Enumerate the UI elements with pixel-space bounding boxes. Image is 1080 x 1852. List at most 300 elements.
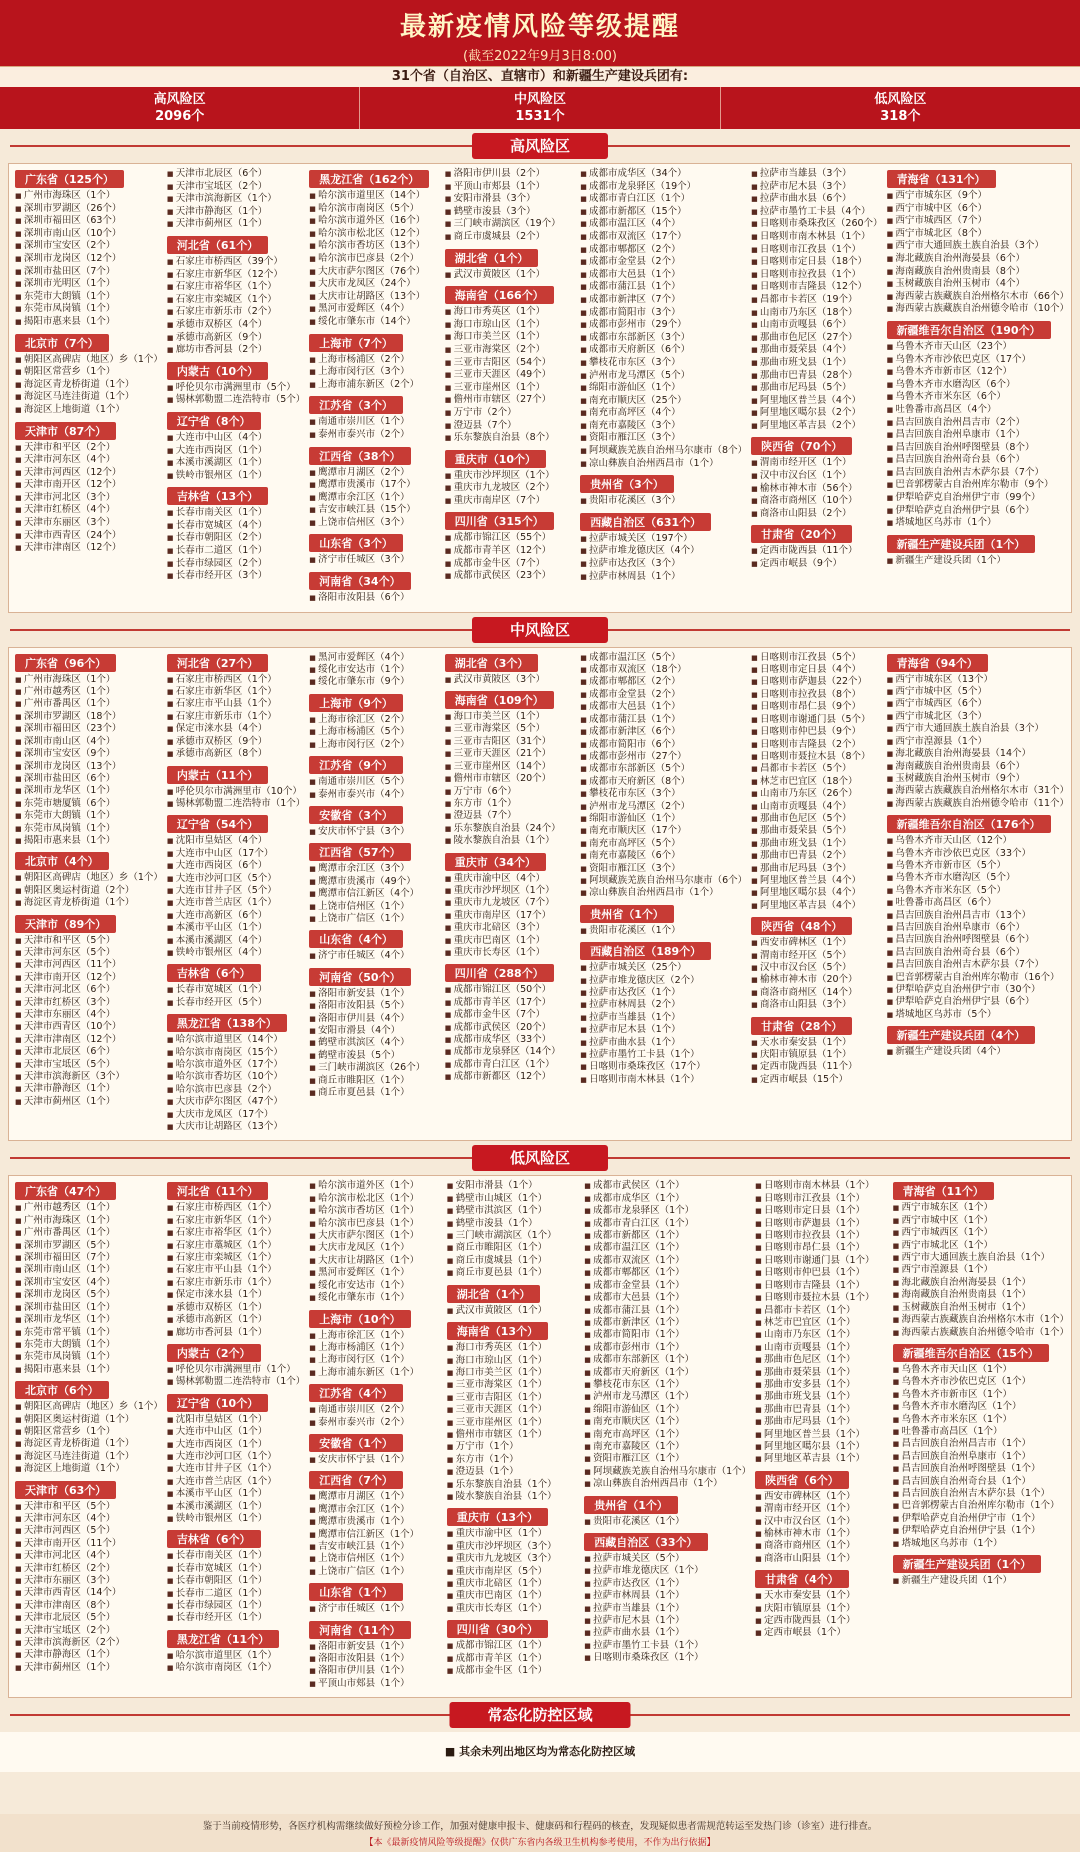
province-group xyxy=(751,915,882,1011)
list-item: ■ 商洛市商州区（14个） xyxy=(751,987,882,999)
list-item: ■ 天津市河西区（5个） xyxy=(15,1525,163,1537)
list-item: ■ 天津市北辰区（6个） xyxy=(15,1046,163,1058)
list-item: ■ 铁岭市银州区（1个） xyxy=(167,1513,305,1525)
list-item: ■ 定西市岷县（9个） xyxy=(751,558,882,571)
province-group xyxy=(445,689,576,847)
list-item: ■ 重庆市沙坪坝区（3个） xyxy=(447,1541,580,1553)
list-item: ■ 日喀则市江孜县（1个） xyxy=(755,1193,888,1205)
list-item: ■ 海南藏族自治州贵南县（1个） xyxy=(893,1289,1069,1301)
list-item: ■ 成都市郫都区（2个） xyxy=(580,676,747,688)
list-item: ■ 重庆市沙坪坝区（1个） xyxy=(445,885,576,897)
list-item: ■ 吐鲁番市高昌区（4个） xyxy=(887,404,1069,417)
list-item: ■ 凉山彝族自治州西昌市（1个） xyxy=(584,1478,751,1490)
list-item: ■ 大连市中山区（4个） xyxy=(167,432,305,445)
province-group xyxy=(445,448,576,508)
list-item: ■ 上海市杨浦区（5个） xyxy=(309,726,440,738)
province-tag: 内蒙古（10个） xyxy=(167,362,268,380)
province-tag: 湖北省（1个） xyxy=(447,1285,541,1303)
list-item: ■ 成都市蒲江县（1个） xyxy=(580,714,747,726)
list-item: ■ 安阳市滑县（4个） xyxy=(309,1025,440,1037)
list-item: ■ 鹰潭市贵溪市（17个） xyxy=(309,479,440,492)
list-item: ■ 重庆市巴南区（1个） xyxy=(445,935,576,947)
list-item: ■ 商丘市睢阳区（1个） xyxy=(447,1242,580,1254)
province-group xyxy=(445,851,576,960)
list-item: ■ 资阳市雁江区（3个） xyxy=(580,863,747,875)
list-item: ■ 庆阳市镇原县（1个） xyxy=(751,1049,882,1061)
list-column xyxy=(13,168,165,608)
list-item: ■ 天津市东丽区（4个） xyxy=(15,1009,163,1021)
list-item: ■ 朝阳区高碑店（地区）乡（1个） xyxy=(15,354,163,367)
province-group xyxy=(15,1479,163,1675)
list-item: ■ 西宁市城东区（1个） xyxy=(893,1202,1069,1214)
list-item: ■ 乐东黎族自治县（1个） xyxy=(447,1479,580,1491)
list-item: ■ 凉山彝族自治州西昌市（1个） xyxy=(580,887,747,899)
province-tag: 河北省（11个） xyxy=(167,1182,268,1200)
footer-notice: 鉴于当前疫情形势，各医疗机构需继续做好预检分诊工作，加强对健康申报卡、健康码和行程码的核查，发现疑似患者需规范转运至发热门诊（诊室）进行排查。 xyxy=(202,1821,878,1832)
high-risk-columns xyxy=(9,164,1071,612)
list-item: ■ 哈尔滨市巴彦县（1个） xyxy=(309,1218,442,1230)
list-item: ■ 石家庄市新华区（1个） xyxy=(167,686,305,698)
list-item: ■ 长春市宽城区（1个） xyxy=(167,1563,305,1575)
list-item: ■ 新疆生产建设兵团（4个） xyxy=(887,1046,1069,1058)
list-item: ■ 绵阳市游仙区（1个） xyxy=(580,382,747,395)
province-tag: 安徽省（3个） xyxy=(309,806,403,824)
province-tag: 贵州省（1个） xyxy=(580,905,674,923)
list-item: ■ 汉中市汉台区（5个） xyxy=(751,962,882,974)
list-item: ■ 乌鲁木齐市水磨沟区（5个） xyxy=(887,872,1069,884)
list-item: ■ 石家庄市新乐市（1个） xyxy=(167,711,305,723)
list-item: ■ 天津市西青区（24个） xyxy=(15,530,163,543)
list-item: ■ 贵阳市花溪区（1个） xyxy=(580,925,747,937)
list-item: ■ 东莞市常平镇（1个） xyxy=(15,1327,163,1339)
list-item: ■ 伊犁哈萨克自治州伊宁市（30个） xyxy=(887,984,1069,996)
list-item: ■ 洛阳市汝阳县（1个） xyxy=(309,1653,442,1665)
province-group xyxy=(580,940,747,1086)
list-item: ■ 深圳市宝安区（4个） xyxy=(15,1277,163,1289)
list-item: ■ 本溪市溪湖区（1个） xyxy=(167,457,305,470)
list-item: ■ 平顶山市郏县（1个） xyxy=(445,181,576,194)
summary-label: 低风险区 xyxy=(874,92,927,107)
list-item: ■ 日喀则市谢通门县（5个） xyxy=(751,714,882,726)
list-item: ■ 武汉市黄陂区（1个） xyxy=(447,1305,580,1317)
list-item: ■ 上饶市信州区（1个） xyxy=(309,1553,442,1565)
province-tag: 青海省（11个） xyxy=(893,1182,994,1200)
list-item: ■ 西宁市城中区（6个） xyxy=(887,203,1069,216)
province-tag: 上海市（10个） xyxy=(309,1310,410,1328)
list-item: ■ 定西市岷县（1个） xyxy=(755,1627,888,1639)
province-tag: 西藏自治区（631个） xyxy=(580,513,711,531)
list-item: ■ 鹰潭市信江新区（4个） xyxy=(309,888,440,900)
list-item: ■ 日喀则市萨迦县（1个） xyxy=(755,1218,888,1230)
list-item: ■ 广州市海珠区（1个） xyxy=(15,1215,163,1227)
list-item: ■ 上海市闵行区（2个） xyxy=(309,739,440,751)
list-item: ■ 南充市顺庆区（1个） xyxy=(584,1416,751,1428)
list-item: ■ 海淀区青龙桥街道（1个） xyxy=(15,379,163,392)
list-item: ■ 济宁市任城区（4个） xyxy=(309,950,440,962)
list-item: ■ 成都市新津区（7个） xyxy=(580,294,747,307)
list-item: ■ 泰州市泰兴市（4个） xyxy=(309,789,440,801)
list-item: ■ 重庆市渝中区（4个） xyxy=(445,873,576,885)
list-item: ■ 大庆市龙凤区（1个） xyxy=(309,1242,442,1254)
list-item: ■ 哈尔滨市巴彦县（2个） xyxy=(167,1084,305,1096)
province-group xyxy=(309,841,440,925)
list-item: ■ 南充市嘉陵区（3个） xyxy=(580,420,747,433)
list-item: ■ 西宁市城西区（7个） xyxy=(887,215,1069,228)
list-item: ■ 大连市西岗区（1个） xyxy=(167,445,305,458)
list-item: ■ 成都市青羊区（17个） xyxy=(445,997,576,1009)
list-item: ■ 大连市西岗区（1个） xyxy=(167,1439,305,1451)
province-group xyxy=(445,168,576,244)
list-item: ■ 拉萨市当雄县（1个） xyxy=(580,1012,747,1024)
list-item: ■ 深圳市盐田区（7个） xyxy=(15,266,163,279)
list-item: ■ 昌吉回族自治州阜康市（1个） xyxy=(893,1451,1069,1463)
list-item: ■ 日喀则市江孜县（1个） xyxy=(751,244,882,257)
list-item: ■ 南充市嘉陵区（6个） xyxy=(580,850,747,862)
province-group xyxy=(309,1432,442,1466)
list-item: ■ 揭阳市惠来县（1个） xyxy=(15,316,163,329)
list-item: ■ 海西蒙古族藏族自治州德令哈市（10个） xyxy=(887,303,1069,316)
section-header-mid xyxy=(0,617,1080,643)
list-item: ■ 鹰潭市余江区（1个） xyxy=(309,492,440,505)
list-item: ■ 哈尔滨市道外区（16个） xyxy=(309,215,440,228)
list-item: ■ 石家庄市栾城区（1个） xyxy=(167,1252,305,1264)
list-item: ■ 泰州市泰兴市（2个） xyxy=(309,429,440,442)
list-column xyxy=(165,1180,307,1693)
list-item: ■ 天津市蓟州区（1个） xyxy=(15,1096,163,1108)
list-item: ■ 资阳市雁江区（3个） xyxy=(580,432,747,445)
province-group xyxy=(584,1531,751,1665)
list-item: ■ 成都市双流区（1个） xyxy=(584,1255,751,1267)
list-item: ■ 石家庄市裕华区（1个） xyxy=(167,1227,305,1239)
list-item: ■ 上海市徐汇区（1个） xyxy=(309,1330,442,1342)
normal-text: 其余未列出地区均为常态化防控区域 xyxy=(459,1745,636,1759)
list-item: ■ 阿里地区噶尔县（2个） xyxy=(751,407,882,420)
list-item: ■ 阿里地区革吉县（4个） xyxy=(751,900,882,912)
list-item: ■ 廊坊市香河县（2个） xyxy=(167,344,305,357)
list-item: ■ 鹰潭市贵溪市（1个） xyxy=(309,1516,442,1528)
list-item: ■ 天津市河北区（4个） xyxy=(15,1550,163,1562)
list-item: ■ 天津市和平区（2个） xyxy=(15,442,163,455)
list-column xyxy=(13,652,165,1137)
province-tag: 吉林省（13个） xyxy=(167,487,268,505)
province-group xyxy=(15,1180,163,1376)
list-item: ■ 阿里地区革吉县（2个） xyxy=(751,420,882,433)
list-item: ■ 海口市秀英区（1个） xyxy=(445,306,576,319)
list-item: ■ 海西蒙古族藏族自治州格尔木市（66个） xyxy=(887,291,1069,304)
list-column xyxy=(165,652,307,1137)
list-item: ■ 昌吉回族自治州阜康市（1个） xyxy=(887,429,1069,442)
list-item: ■ 深圳市龙岗区（12个） xyxy=(15,253,163,266)
list-item: ■ 天津市河东区（4个） xyxy=(15,1513,163,1525)
list-item: ■ 天津市南开区（11个） xyxy=(15,1538,163,1550)
list-item: ■ 那曲市班戈县（1个） xyxy=(751,838,882,850)
list-item: ■ 成都市东部新区（1个） xyxy=(584,1354,751,1366)
list-item: ■ 那曲市尼玛县（1个） xyxy=(755,1416,888,1428)
list-item: ■ 安庆市怀宁县（3个） xyxy=(309,826,440,838)
list-item: ■ 玉树藏族自治州玉树市（9个） xyxy=(887,773,1069,785)
province-tag: 内蒙古（11个） xyxy=(167,766,268,784)
list-item: ■ 洛阳市新安县（1个） xyxy=(309,988,440,1000)
list-item: ■ 榆林市神木市（20个） xyxy=(751,974,882,986)
list-item: ■ 锡林郭勒盟二连浩特市（1个） xyxy=(167,1376,305,1388)
list-item: ■ 攀枝花市东区（3个） xyxy=(580,357,747,370)
list-column xyxy=(885,168,1071,608)
list-item: ■ 大庆市萨尔图区（1个） xyxy=(309,1230,442,1242)
province-tag: 江苏省（4个） xyxy=(309,1384,403,1402)
list-item: ■ 朝阳区高碑店（地区）乡（1个） xyxy=(15,1401,163,1413)
list-column xyxy=(582,1180,753,1693)
section-header-low xyxy=(0,1145,1080,1171)
summary-label: 高风险区 xyxy=(153,92,206,107)
list-item: ■ 长春市南关区（1个） xyxy=(167,1550,305,1562)
province-group xyxy=(167,1528,305,1624)
list-item: ■ 贵阳市花溪区（1个） xyxy=(584,1516,751,1528)
list-item: ■ 海西蒙古族藏族自治州格尔木市（1个） xyxy=(893,1314,1069,1326)
list-item: ■ 重庆市长寿区（1个） xyxy=(447,1603,580,1615)
list-item: ■ 天津市东丽区（3个） xyxy=(15,517,163,530)
list-item: ■ 阿里地区噶尔县（1个） xyxy=(755,1441,888,1453)
list-item: ■ 西宁市城中区（1个） xyxy=(893,1215,1069,1227)
list-item: ■ 鹤壁市浚县（5个） xyxy=(309,1050,440,1062)
list-item: ■ 拉萨市林周县（1个） xyxy=(584,1590,751,1602)
list-item: ■ 日喀则市吉隆县（12个） xyxy=(751,281,882,294)
list-item: ■ 三亚市天涯区（1个） xyxy=(447,1404,580,1416)
province-tag: 重庆市（13个） xyxy=(447,1508,548,1526)
list-item: ■ 伊犁哈萨克自治州伊宁市（1个） xyxy=(893,1513,1069,1525)
subtitle: 31个省（自治区、直辖市）和新疆生产建设兵团有: xyxy=(0,66,1080,87)
list-item: ■ 重庆市九龙坡区（7个） xyxy=(445,897,576,909)
list-item: ■ 乐东黎族自治县（24个） xyxy=(445,823,576,835)
list-item: ■ 深圳市盐田区（1个） xyxy=(15,1302,163,1314)
list-item: ■ 昌吉回族自治州呼图壁县（6个） xyxy=(887,934,1069,946)
province-group xyxy=(309,1619,442,1691)
list-item: ■ 深圳市宝安区（9个） xyxy=(15,748,163,760)
list-item: ■ 大庆市让胡路区（13个） xyxy=(309,291,440,304)
list-item: ■ 南充市顺庆区（25个） xyxy=(580,395,747,408)
list-item: ■ 商洛市山阳县（3个） xyxy=(751,999,882,1011)
list-item: ■ 那曲市安多县（1个） xyxy=(755,1379,888,1391)
list-item: ■ 重庆市九龙坡区（3个） xyxy=(447,1553,580,1565)
list-item: ■ 海口市琼山区（1个） xyxy=(447,1355,580,1367)
list-item: ■ 三亚市崖州区（14个） xyxy=(445,761,576,773)
list-item: ■ 三亚市海棠区（5个） xyxy=(445,723,576,735)
province-tag: 河南省（34个） xyxy=(309,572,410,590)
list-item: ■ 日喀则市萨迦县（22个） xyxy=(751,676,882,688)
list-item: ■ 南通市崇川区（2个） xyxy=(309,1404,442,1416)
province-group xyxy=(167,652,305,761)
list-item: ■ 南充市高坪区（5个） xyxy=(580,838,747,850)
list-item: ■ 日喀则市吉隆县（2个） xyxy=(751,739,882,751)
list-item: ■ 巴音郭楞蒙古自治州库尔勒市（16个） xyxy=(887,972,1069,984)
list-item: ■ 阿坝藏族羌族自治州马尔康市（1个） xyxy=(584,1466,751,1478)
list-item: ■ 乌鲁木齐市新市区（5个） xyxy=(887,860,1069,872)
list-item: ■ 海淀区上地街道（1个） xyxy=(15,1463,163,1475)
list-item: ■ 深圳市福田区（23个） xyxy=(15,723,163,735)
list-item: ■ 商丘市虞城县（2个） xyxy=(445,231,576,244)
list-item: ■ 上海市闵行区（3个） xyxy=(309,366,440,379)
list-item: ■ 天津市红桥区（2个） xyxy=(15,1563,163,1575)
list-item: ■ 成都市郫都区（1个） xyxy=(584,1267,751,1279)
list-item: ■ 那曲市聂荣县（1个） xyxy=(755,1367,888,1379)
list-item: ■ 海口市琼山区（1个） xyxy=(445,319,576,332)
list-item: ■ 成都市成华区（34个） xyxy=(580,168,747,181)
list-column xyxy=(578,652,749,1137)
list-item: ■ 天津市北辰区（5个） xyxy=(15,1612,163,1624)
province-group xyxy=(15,1379,163,1475)
list-item: ■ 深圳市罗湖区（18个） xyxy=(15,711,163,723)
province-tag: 吉林省（6个） xyxy=(167,964,261,982)
list-item: ■ 西宁市城中区（5个） xyxy=(887,686,1069,698)
list-item: ■ 日喀则市南木林县（1个） xyxy=(751,231,882,244)
province-tag: 黑龙江省（11个） xyxy=(167,1630,279,1648)
list-item: ■ 儋州市市辖区（20个） xyxy=(445,773,576,785)
list-item: ■ 成都市金牛区（1个） xyxy=(447,1665,580,1677)
list-item: ■ 贵阳市花溪区（3个） xyxy=(580,495,747,508)
list-item: ■ 成都市龙泉驿区（19个） xyxy=(580,181,747,194)
province-tag: 广东省（96个） xyxy=(15,654,116,672)
list-item: ■ 大连市西岗区（6个） xyxy=(167,860,305,872)
list-item: ■ 日喀则市桑珠孜区（1个） xyxy=(584,1652,751,1664)
list-item: ■ 天津市河西区（11个） xyxy=(15,959,163,971)
list-item: ■ 那曲市班戈县（1个） xyxy=(751,357,882,370)
list-item: ■ 上饶市广信区（1个） xyxy=(309,913,440,925)
list-item: ■ 本溪市平山区（1个） xyxy=(167,1488,305,1500)
province-tag: 陕西省（48个） xyxy=(751,917,852,935)
list-item: ■ 上海市徐汇区（2个） xyxy=(309,714,440,726)
list-item: ■ 昌都市卡若区（1个） xyxy=(755,1305,888,1317)
list-item: ■ 乌鲁木齐市沙依巴克区（33个） xyxy=(887,848,1069,860)
province-group xyxy=(309,1581,442,1615)
list-item: ■ 武汉市黄陂区（1个） xyxy=(445,269,576,282)
list-item: ■ 成都市郫都区（2个） xyxy=(580,244,747,257)
list-item: ■ 阿里地区普兰县（1个） xyxy=(755,1429,888,1441)
list-item: ■ 鹤壁市浚县（3个） xyxy=(445,206,576,219)
list-item: ■ 长春市经开区（3个） xyxy=(167,570,305,583)
province-group xyxy=(309,966,440,1100)
list-item: ■ 黑河市爱辉区（4个） xyxy=(309,652,440,664)
list-item: ■ 承德市双桥区（4个） xyxy=(167,319,305,332)
list-item: ■ 黑河市爱辉区（4个） xyxy=(309,303,440,316)
list-item: ■ 绥化市安达市（1个） xyxy=(309,1280,442,1292)
province-group xyxy=(309,652,440,689)
summary-high xyxy=(0,87,359,129)
list-item: ■ 日喀则市聂拉木县（8个） xyxy=(751,751,882,763)
list-item: ■ 哈尔滨市道里区（14个） xyxy=(167,1034,305,1046)
list-item: ■ 日喀则市定日县（4个） xyxy=(751,664,882,676)
list-item: ■ 海口市美兰区（1个） xyxy=(445,711,576,723)
summary-low xyxy=(720,87,1080,129)
list-column xyxy=(749,652,884,1137)
list-item: ■ 成都市龙泉驿区（14个） xyxy=(445,1046,576,1058)
list-item: ■ 深圳市宝安区（2个） xyxy=(15,240,163,253)
list-item: ■ 成都市东部新区（3个） xyxy=(580,332,747,345)
list-item: ■ 广州市海珠区（1个） xyxy=(15,674,163,686)
page-title: 最新疫情风险等级提醒 xyxy=(399,12,680,42)
list-item: ■ 西宁市城东区（13个） xyxy=(887,674,1069,686)
list-item: ■ 昌吉回族自治州吉木萨尔县（7个） xyxy=(887,959,1069,971)
list-item: ■ 榆林市神木市（56个） xyxy=(751,483,882,496)
list-item: ■ 那曲市尼玛县（3个） xyxy=(751,863,882,875)
list-item: ■ 西宁市湟源县（1个） xyxy=(887,736,1069,748)
list-item: ■ 阿里地区革吉县（1个） xyxy=(755,1453,888,1465)
list-item: ■ 昌吉回族自治州呼图壁县（1个） xyxy=(893,1463,1069,1475)
list-item: ■ 安庆市怀宁县（1个） xyxy=(309,1454,442,1466)
list-item: ■ 大连市中山区（17个） xyxy=(167,848,305,860)
list-item: ■ 吉安市峡江县（15个） xyxy=(309,504,440,517)
province-group xyxy=(447,1506,580,1615)
list-item: ■ 鹤壁市浚县（1个） xyxy=(447,1218,580,1230)
list-item: ■ 巴音郭楞蒙古自治州库尔勒市（9个） xyxy=(887,479,1069,492)
list-item: ■ 东莞市凤岗镇（1个） xyxy=(15,303,163,316)
province-tag: 北京市（4个） xyxy=(15,852,109,870)
province-group xyxy=(167,1342,305,1389)
list-item: ■ 昌吉回族自治州奇台县（1个） xyxy=(893,1476,1069,1488)
list-item: ■ 林芝市巴宜区（1个） xyxy=(755,1317,888,1329)
list-item: ■ 定西市陇西县（11个） xyxy=(751,545,882,558)
province-tag: 甘肃省（20个） xyxy=(751,525,852,543)
list-item: ■ 成都市青羊区（1个） xyxy=(447,1653,580,1665)
list-item: ■ 成都市东部新区（5个） xyxy=(580,763,747,775)
list-item: ■ 海北藏族自治州海晏县（14个） xyxy=(887,748,1069,760)
province-group xyxy=(309,168,440,329)
list-item: ■ 天津市滨海新区（2个） xyxy=(15,1637,163,1649)
list-item: ■ 长春市南关区（1个） xyxy=(167,507,305,520)
province-tag: 辽宁省（54个） xyxy=(167,815,268,833)
list-item: ■ 绵阳市游仙区（1个） xyxy=(584,1404,751,1416)
list-item: ■ 大庆市萨尔图区（76个） xyxy=(309,266,440,279)
list-item: ■ 凉山彝族自治州西昌市（1个） xyxy=(580,458,747,471)
province-tag: 青海省（131个） xyxy=(887,170,996,188)
list-item: ■ 成都市金牛区（7个） xyxy=(445,1009,576,1021)
list-item: ■ 大庆市龙凤区（17个） xyxy=(167,1109,305,1121)
province-group xyxy=(309,394,440,441)
page-date: (截至2022年9月3日8:00) xyxy=(463,49,617,64)
list-item: ■ 重庆市长寿区（1个） xyxy=(445,947,576,959)
province-tag: 贵州省（3个） xyxy=(580,475,674,493)
list-item: ■ 伊犁哈萨克自治州伊宁市（99个） xyxy=(887,492,1069,505)
list-item: ■ 日喀则市桑珠孜区（260个） xyxy=(751,218,882,231)
list-item: ■ 海南藏族自治州贵南县（8个） xyxy=(887,266,1069,279)
list-item: ■ 那曲市色尼区（5个） xyxy=(751,813,882,825)
list-item: ■ 上海市浦东新区（1个） xyxy=(309,1367,442,1379)
list-item: ■ 商洛市山阳县（2个） xyxy=(751,508,882,521)
list-item: ■ 大连市沙河口区（5个） xyxy=(167,873,305,885)
list-item: ■ 海西蒙古族藏族自治州德令哈市（11个） xyxy=(887,798,1069,810)
list-item: ■ 三亚市天涯区（49个） xyxy=(445,369,576,382)
list-item: ■ 东方市（1个） xyxy=(445,798,576,810)
list-item: ■ 重庆市北碚区（1个） xyxy=(447,1578,580,1590)
list-item: ■ 拉萨市堆龙德庆区（1个） xyxy=(584,1565,751,1577)
list-item: ■ 天津市静海区（1个） xyxy=(167,206,305,219)
list-item: ■ 上饶市广信区（1个） xyxy=(309,1566,442,1578)
list-item: ■ 吐鲁番市高昌区（1个） xyxy=(893,1426,1069,1438)
province-tag: 新疆生产建设兵团（1个） xyxy=(887,535,1036,553)
list-item: ■ 日喀则市拉孜县（1个） xyxy=(755,1230,888,1242)
list-item: ■ 阿里地区普兰县（4个） xyxy=(751,395,882,408)
province-tag: 吉林省（6个） xyxy=(167,1530,261,1548)
list-item: ■ 泸州市龙马潭区（5个） xyxy=(580,370,747,383)
list-item: ■ 成都市龙泉驿区（1个） xyxy=(584,1205,751,1217)
province-tag: 新疆维吾尔自治区（15个） xyxy=(893,1344,1049,1362)
province-group xyxy=(167,168,305,231)
list-item: ■ 哈尔滨市道里区（14个） xyxy=(309,190,440,203)
list-item: ■ 成都市新都区（15个） xyxy=(580,206,747,219)
province-tag: 四川省（315个） xyxy=(445,512,554,530)
list-item: ■ 海西蒙古族藏族自治州格尔木市（31个） xyxy=(887,785,1069,797)
list-item: ■ 朝阳区常营乡（1个） xyxy=(15,1426,163,1438)
list-item: ■ 成都市温江区（1个） xyxy=(584,1242,751,1254)
list-item: ■ 乌鲁木齐市沙依巴克区（1个） xyxy=(893,1376,1069,1388)
